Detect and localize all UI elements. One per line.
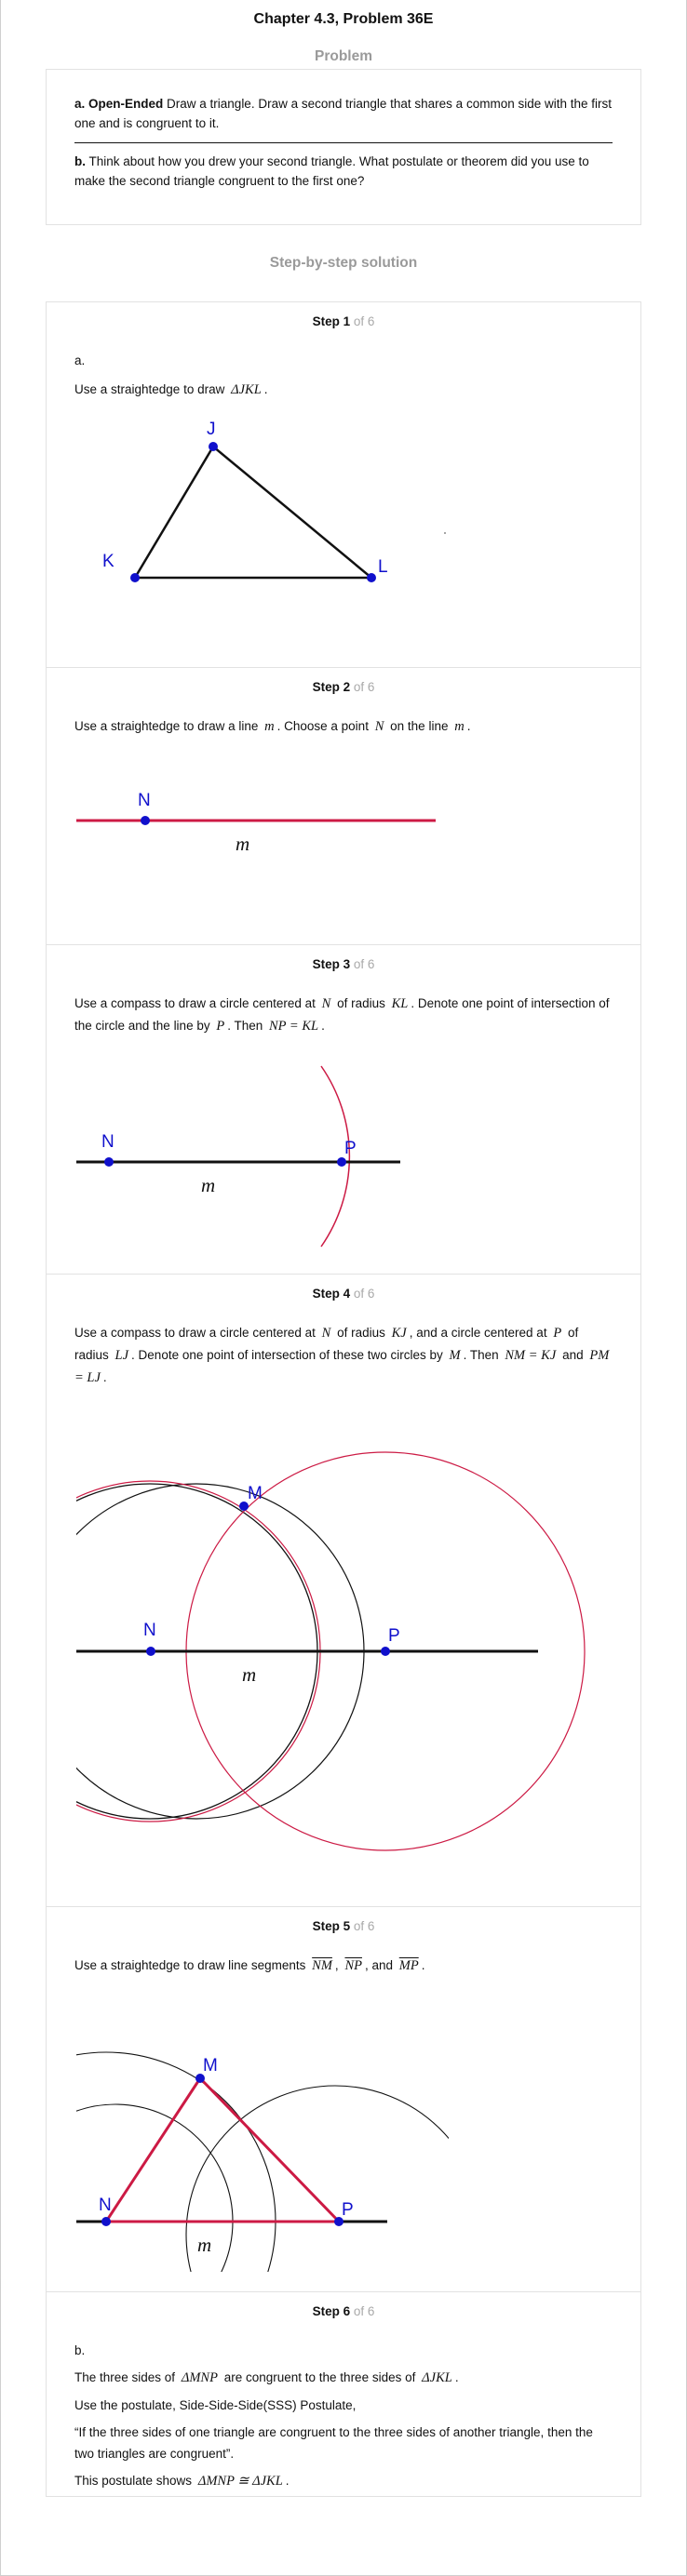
step-word: Step: [312, 314, 340, 328]
step-word: Step: [312, 1287, 340, 1301]
text-seg: of radius: [337, 1326, 385, 1340]
math-seg: $\overline{NP}$: [344, 1958, 362, 1973]
step-number: 5: [343, 1919, 351, 1933]
step-2: [47, 667, 640, 944]
step-title: [74, 668, 613, 702]
math-seg: m: [454, 719, 465, 734]
step-of-total: of 6: [353, 2304, 375, 2318]
label-n: N: [138, 791, 151, 810]
point-n: [101, 2217, 111, 2226]
text-seg: .: [321, 1019, 325, 1033]
math-seg: N: [374, 719, 384, 734]
text-seg: . Choose a point: [276, 719, 369, 733]
solution-heading: Step-by-step solution: [269, 255, 418, 271]
problem-part-a: [74, 70, 613, 133]
step-word: Step: [312, 680, 340, 694]
step-word: Step: [312, 1919, 340, 1933]
label-n: N: [101, 1132, 114, 1152]
label-m: m: [236, 833, 250, 855]
text-seg: Use a compass to draw a circle centered at: [74, 996, 316, 1010]
step-word: Step: [312, 2304, 340, 2318]
step-number: 1: [343, 314, 351, 328]
step-word: Step: [312, 957, 340, 971]
text-seg: This postulate shows: [74, 2474, 193, 2488]
math-seg: ΔMNP ≅ ΔJKL: [197, 2474, 283, 2489]
text-seg: . Then: [463, 1348, 499, 1362]
text-seg: The three sides of: [74, 2370, 176, 2384]
label-m: m: [197, 2234, 212, 2256]
step-title: [74, 2292, 613, 2327]
text-seg: of radius: [74, 1326, 579, 1362]
circle-n-diagram: [47, 1038, 642, 1252]
conclusion-line-1: [74, 2367, 613, 2389]
math-seg: KL: [391, 996, 409, 1011]
point-p: [337, 1157, 346, 1167]
step-text: [74, 1322, 613, 1389]
step-4: [47, 1274, 640, 1906]
step-of-total: of 6: [353, 680, 375, 694]
text-seg: are congruent to the three sides of: [223, 2370, 416, 2384]
triangle-mnp: [106, 2078, 339, 2222]
point-k: [130, 573, 140, 582]
text-seg: on the line: [390, 719, 449, 733]
problem-part-b: [74, 152, 613, 191]
math-seg: M: [449, 1348, 461, 1363]
step-of-total: of 6: [353, 1287, 375, 1301]
stray-dot: [444, 532, 446, 534]
triangle-mnp-diagram: [47, 1991, 661, 2289]
text-seg: Use a straightedge to draw a line: [74, 719, 259, 733]
step-6: [47, 2291, 640, 2496]
text-seg: .: [102, 1370, 107, 1384]
conclusion-line-3: “If the three sides of one triangle are congruent to the three sides of another triangle, then the two triangles are congruent”.: [74, 2425, 593, 2461]
text-seg: .: [454, 2370, 459, 2384]
label-m: m: [201, 1174, 216, 1196]
point-n: [141, 816, 150, 825]
step-title: [74, 302, 613, 337]
step-1: [47, 302, 640, 667]
point-j: [209, 442, 218, 451]
page-title: Chapter 4.3, Problem 36E: [253, 11, 434, 27]
math-seg: NP = KL: [269, 1019, 319, 1034]
math-seg: $\overline{NM}$: [312, 1958, 332, 1973]
step-number: 2: [343, 680, 351, 694]
arc-n-kl: [47, 2052, 276, 2289]
label-j: J: [207, 420, 216, 439]
step-number: 6: [343, 2304, 351, 2318]
step-of-total: of 6: [353, 1919, 375, 1933]
point-n: [146, 1647, 155, 1656]
text-seg: and: [562, 1348, 584, 1362]
point-n: [104, 1157, 114, 1167]
step-number: 3: [343, 957, 351, 971]
step-number: 4: [343, 1287, 351, 1301]
step-of-total: of 6: [353, 957, 375, 971]
arc-p-lj: [186, 2086, 484, 2289]
conclusion-line-4: [74, 2470, 613, 2492]
step-part-label: b.: [74, 2343, 86, 2357]
label-p: P: [344, 1139, 357, 1158]
math-seg: ΔJKL: [422, 2370, 452, 2385]
label-p: P: [388, 1626, 400, 1646]
math-seg: N: [321, 1326, 331, 1341]
text-seg: .: [285, 2474, 290, 2488]
text-seg: Use a compass to draw a circle centered at: [74, 1326, 316, 1340]
label-n: N: [143, 1621, 156, 1640]
math-seg: KJ: [391, 1326, 407, 1341]
text-seg: Use a straightedge to draw: [74, 382, 225, 396]
solution-card: [46, 301, 641, 2497]
math-seg: LJ: [114, 1348, 129, 1363]
step-title: [74, 1275, 613, 1309]
math-seg: m: [264, 719, 275, 734]
label-m: m: [242, 1663, 257, 1686]
point-l: [367, 573, 376, 582]
math-seg: ΔMNP: [181, 2370, 218, 2385]
label-l: L: [378, 557, 388, 577]
text-seg: . Denote one point of intersection of these two circles by: [131, 1348, 443, 1362]
step-of-total: of 6: [353, 314, 375, 328]
math-seg: N: [321, 996, 331, 1011]
part-a-text: Draw a triangle. Draw a second triangle that shares a common side with the first one and is congruent to it.: [74, 97, 612, 130]
label-k: K: [102, 552, 114, 571]
math-seg: P: [553, 1326, 562, 1341]
step-5: [47, 1906, 640, 2291]
math-seg: ΔJKL: [231, 382, 262, 397]
part-b-label: b.: [74, 154, 86, 168]
part-a-label: a. Open-Ended: [74, 97, 164, 111]
triangle-jkl-diagram: [47, 395, 642, 600]
step-part-label: a.: [74, 354, 86, 367]
text-seg: . Denote one point of intersection of the circle and the line by: [74, 996, 610, 1033]
label-p: P: [342, 2200, 354, 2220]
problem-heading: Problem: [314, 48, 372, 64]
math-seg: PM = LJ: [74, 1348, 610, 1385]
problem-card: [46, 69, 641, 225]
text-seg: Use a straightedge to draw line segments: [74, 1958, 306, 1972]
label-m-point: M: [203, 2056, 218, 2075]
step-3: [47, 944, 640, 1274]
step-text: [74, 1955, 613, 1977]
conclusion-line-2: Use the postulate, Side-Side-Side(SSS) Postulate,: [74, 2398, 357, 2412]
step-text: [74, 715, 613, 738]
text-seg: .: [466, 719, 471, 733]
text-seg: , and a circle centered at: [409, 1326, 547, 1340]
step-title: [74, 945, 613, 980]
triangle-jkl: [135, 447, 371, 578]
text-seg: ,: [334, 1958, 339, 1972]
math-seg: $\overline{MP}$: [398, 1958, 419, 1973]
text-seg: .: [421, 1958, 425, 1972]
label-n: N: [99, 2196, 112, 2215]
text-seg: , and: [364, 1958, 393, 1972]
text-seg: . Then: [227, 1019, 263, 1033]
problem-divider: [74, 142, 613, 143]
line-m-diagram: [47, 789, 642, 901]
arc-n-kj: [47, 2104, 233, 2289]
step-title: [74, 1907, 613, 1942]
math-seg: P: [216, 1019, 225, 1034]
step-text: [74, 993, 613, 1037]
part-b-text: Think about how you drew your second triangle. What postulate or theorem did you use to make the second triangle congruent to the first one?: [74, 154, 589, 188]
two-circles-diagram: [47, 1421, 661, 1896]
label-m-point: M: [248, 1484, 263, 1503]
text-seg: of radius: [337, 996, 385, 1010]
text-seg: .: [263, 382, 268, 396]
point-p: [381, 1647, 390, 1656]
math-seg: NM = KJ: [505, 1348, 557, 1363]
